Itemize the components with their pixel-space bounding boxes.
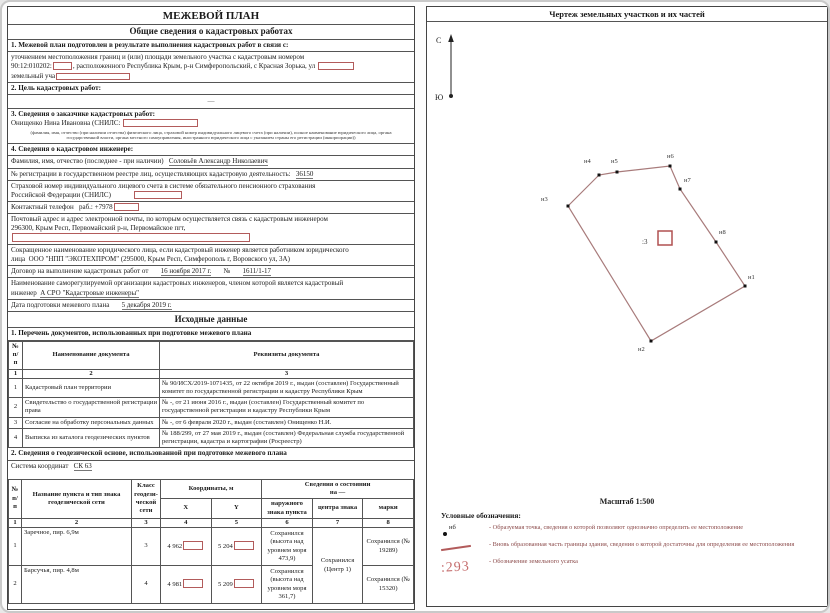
organization-value: ООО "НПП "ЭКОТЕХПРОМ" (295000, Крым Респ, Симферополь г, Воровского ул, 3А) [28,255,290,264]
phone-row [8,202,414,214]
phone-label: Контактный телефон [11,202,74,211]
cadastral-number-prefix: 90:12:010202: [11,62,52,71]
north-label: С [436,36,442,45]
plan-date-row [8,300,414,312]
snils-row [8,181,414,202]
boundary-line-icon [441,541,485,549]
table-row: 2 Барсучья, пир. 4,8м 4 4 981 5 209 Сохранился (высота над уровнем моря 361,7) Сохранился (№ 15320) [9,566,414,604]
boundary-point-label: н4 [584,158,591,165]
section3-block [8,109,414,144]
redaction-box [123,119,198,127]
geodesic-points-table [8,479,414,604]
section1-line1: уточнением местоположения границ и (или) площади земельного участка с кадастровым номером [11,53,305,62]
drawing-page [426,6,828,607]
parcel-polygon [541,153,755,353]
boundary-point-label: н8 [719,229,726,236]
boundary-point [567,205,570,208]
table-row: 4 Выписка из каталога геодезических пунктов № 188/299, от 27 мая 2019 г., выдан (составлен) Федеральная служба государственной регистрации, кадастра и картографии (Росреестр) [9,428,414,447]
postal-address-row [8,214,414,245]
documents-table-numbering: 1 2 3 [9,369,414,378]
redaction-box [114,203,139,211]
legend-item-designation: :293 - Обозначение земельного усатка [440,558,578,576]
documents-table-header [9,341,414,369]
sro-row [8,278,414,299]
redaction-box [183,579,203,588]
document-subtitle: Общие сведения о кадастровых работах [8,25,414,40]
section3-heading: 3. Сведения о заказчике кадастровых работ: [11,110,156,119]
section1-line3: земельный уча [11,71,56,80]
snils-label-line2: Российской Федерации (СНИЛС) [11,190,111,199]
parcel-designation-label: :3 [642,238,648,246]
coordinate-system-value: СК 63 [73,461,92,470]
boundary-point-label: н1 [748,274,755,281]
boundary-point-label: н3 [541,196,548,203]
legend-item-boundary: - Вновь образованная часть границы здания, сведения о которой достаточны для определения ее местоположения [441,541,821,553]
boundary-point-label: н7 [684,177,691,184]
scale-label: Масштаб 1:500 [599,497,655,506]
plan-date-label: Дата подготовки межевого плана [11,300,110,309]
documents-table [8,341,414,449]
table-row: 2 Свидетельство о государственной регистрации права № -, от 21 июня 2016 г., выдан (составлен) Государственный комитет по государственной регистрации и кадастру Республики Крым [9,398,414,417]
organization-label: Сокращенное наименование юридического лица, если кадастровый инженер является работником юридического [11,246,349,255]
postal-label: Почтовый адрес и адрес электронной почты, по которым осуществляется связь с кадастровым инженером [11,214,328,223]
redaction-box [53,62,72,70]
boundary-point [650,340,653,343]
redaction-box [12,233,250,242]
center-state-shared: Сохранился (Центр 1) [312,528,363,604]
legend-title: Условные обозначения: [441,511,521,520]
geodesic-numbering-row: 1 2 3 4 5 6 7 8 [9,518,414,527]
formed-point-icon: нб [441,524,485,536]
documents-list-heading: 1. Перечень документов, использованных при подготовке межевого плана [8,328,414,340]
source-data-title: Исходные данные [8,312,414,329]
engineer-name-value: Соловьёв Александр Николаевич [168,157,268,166]
boundary-point-label: н6 [667,153,674,160]
coordinate-system-row [8,461,414,472]
parcel-designation-box [658,231,672,245]
col-header-docname: Наименование документа [23,341,160,369]
table-row: 1 Кадастровый план территории № 90/ИСХ/2019-1071435, от 22 октября 2019 г., выдан (составлен) Государственный комитет по государственной регистрации и кадастру Республики Крым [9,378,414,397]
boundary-point [669,165,672,168]
contract-no-label: № [223,267,231,276]
customer-name: Онищенко Нина Ивановна (СНИЛС: [11,119,411,128]
snils-label-line1: Страховой номер индивидуального лицевого счета в системе обязательного пенсионного страхования [11,181,316,190]
table-row: 3 Согласие на обработку персональных данных № -, от 6 февраля 2020 г., выдан (составлен) Онищенко Н.И. [9,417,414,428]
plan-date-value: 5 декабря 2019 г. [121,300,172,309]
section1-body [8,52,414,82]
section4-heading: 4. Сведения о кадастровом инженере: [8,144,414,156]
legend [441,511,821,575]
contract-row [8,266,414,278]
south-label: Ю [435,93,444,102]
boundary-point-label: н2 [638,346,645,353]
sro-label-line2: инженер [11,288,37,297]
boundary-point [616,171,619,174]
registry-number-label: № регистрации в государственном реестре лиц, осуществляющих кадастровую деятельность: [11,169,291,178]
sro-value: А СРО "Кадастровые инженеры" [40,288,140,297]
organization-row [8,245,414,266]
boundary-point [598,174,601,177]
postal-value: 296300, Крым Респ, Первомайский р-н, Первомайское пгт, [11,224,186,233]
boundary-point-label: н5 [611,158,618,165]
contract-date: 16 ноября 2017 г. [160,267,212,276]
table-row: 1 Заречное, пир. 6,9м 3 4 962 5 204 Сохранился (высота над уровнем моря 473,9) Сохранился (Центр 1) Сохранился (№ 19289) [9,528,414,566]
redaction-box [318,62,354,70]
engineer-name-label: Фамилия, имя, отчество (последнее - при наличии) [11,157,164,166]
drawing-title: Чертеж земельных участков и их частей [427,7,827,22]
boundary-point [679,188,682,191]
col-header-num: № п/п [9,341,23,369]
legend-item-point: нб - Образуемая точка, сведения о которой позволяют однозначно определить ее местоположение [441,524,821,536]
coordinate-system-label: Система координат [11,461,69,470]
phone-value: раб.: +7978 [79,202,113,211]
sro-label-line1: Наименование саморегулируемой организации кадастровых инженеров, членом которой является кадастровый [11,279,344,288]
boundary-point [715,241,718,244]
contract-number: 1611/1-17 [242,267,272,276]
engineer-name-row [8,156,414,168]
redaction-box [234,541,254,550]
redaction-box [234,579,254,588]
section2-empty-value: — [8,95,414,109]
registry-number-row [8,169,414,181]
section1-line2: , расположенного Республика Крым, р-н Симферопольский, с Красная Зорька, ул [72,62,316,71]
col-header-docdetails: Реквизиты документа [160,341,414,369]
spacer [8,472,414,479]
contract-label: Договор на выполнение кадастровых работ от [11,267,149,276]
parcel-number-icon: :293 [440,559,471,576]
boundary-point [744,285,747,288]
document-title: МЕЖЕВОЙ ПЛАН [8,7,414,25]
organization-label2: лица [11,255,26,264]
boundary-plan-form-page [7,6,415,610]
geodesic-header-row2: X Y наружного знака пункта центра знака марки [9,499,414,518]
geodesic-heading: 2. Сведения о геодезической основе, использованной при подготовке межевого плана [8,448,414,460]
section3-fineprint: (фамилия, имя, отчество (при наличии отчества) физического лица, страховой номер индивидуального лицевого счета (при наличии), полное наименование юридического лица, органа государственной власти, органа местного самоуправления, иностранного юридического лица с указанием страны его регистрации (инкорпорации)) [30,129,392,140]
redaction-box [183,541,203,550]
north-arrow [435,34,454,102]
geodesic-header-row1: № п/п Название пункта и тип знака геодезической сети Класс геодези- ческой сети Координаты, м Сведения о состоянии на — [9,479,414,498]
section1-heading: 1. Межевой план подготовлен в результате выполнения кадастровых работ в связи с: [8,40,414,52]
registry-number-value: 36150 [295,169,314,178]
section2-heading: 2. Цель кадастровых работ: [8,83,414,95]
redaction-box [134,191,182,199]
redaction-box [56,73,130,80]
